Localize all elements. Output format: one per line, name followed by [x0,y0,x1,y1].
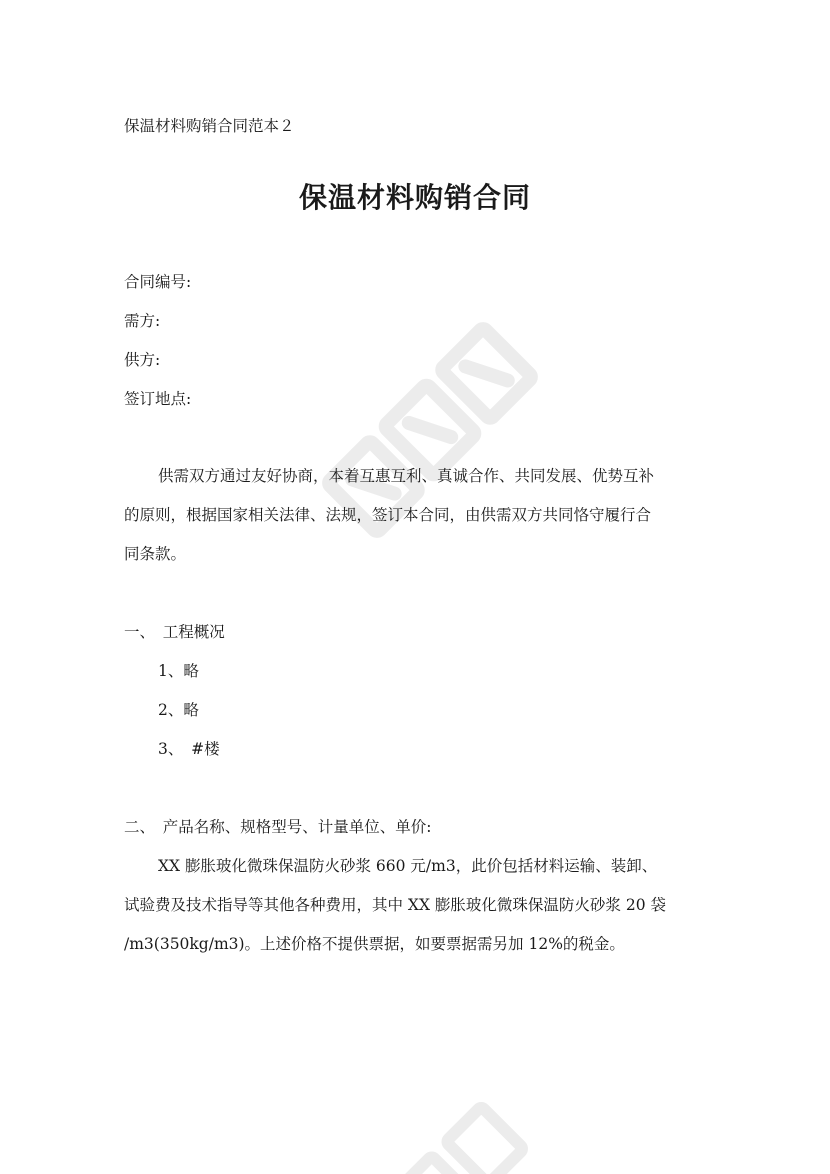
field-sign-place: 签订地点: [124,390,192,408]
field-supplier: 供方: [124,351,161,369]
section-2-line-3: /m3(350kg/m3)。上述价格不提供票据，如要票据需另加 12%的税金。 [124,935,625,953]
section-1-item-2: 2、略 [158,701,199,719]
watermark-graphic-bottom [380,1090,540,1174]
intro-line-3: 同条款。 [124,545,187,563]
section-1-heading: 一、 工程概况 [124,623,225,641]
field-contract-no: 合同编号: [124,273,192,291]
header-caption: 保温材料购销合同范本２ [124,117,295,135]
intro-line-1: 供需双方通过友好协商，本着互惠互利、真诚合作、共同发展、优势互补 [158,467,655,485]
field-buyer: 需方: [124,312,161,330]
document-title: 保温材料购销合同 [298,181,531,214]
section-2-line-2: 试验费及技术指导等其他各种费用，其中 XX 膨胀玻化微珠保温防火砂浆 20 袋 [124,896,667,914]
section-2-heading: 二、 产品名称、规格型号、计量单位、单价: [124,818,432,836]
section-1-item-1: 1、略 [158,662,199,680]
section-2-line-1: XX 膨胀玻化微珠保温防火砂浆 660 元/m3，此价包括材料运输、装卸、 [158,857,658,875]
section-1-item-3: 3、 #楼 [158,740,220,758]
intro-line-2: 的原则，根据国家相关法律、法规，签订本合同，由供需双方共同恪守履行合 [124,506,652,524]
